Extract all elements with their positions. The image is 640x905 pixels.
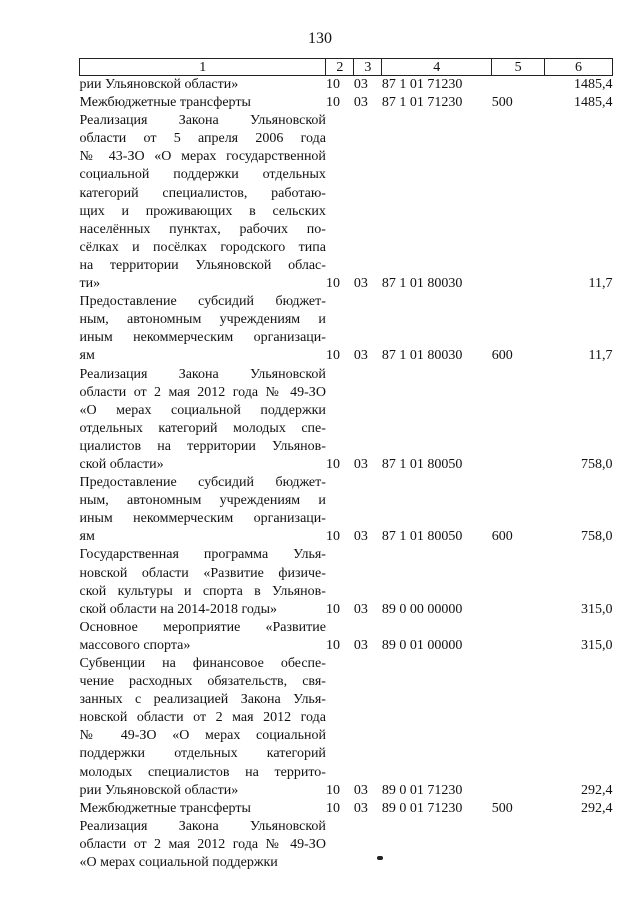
description-line: ской культуры и спорта в Ульянов- xyxy=(79,583,326,599)
amount: 758,0 xyxy=(581,456,613,472)
subsection-code: 03 xyxy=(353,800,368,816)
description-line: № 43-ЗО «О мерах государственной xyxy=(79,149,326,165)
description-line: населённых пунктах, рабочих по- xyxy=(79,221,326,237)
section-code: 10 xyxy=(325,601,340,617)
table-row xyxy=(80,76,613,95)
subsection-code: 03 xyxy=(353,529,368,545)
subsection-code: 03 xyxy=(353,456,368,472)
expense-type-code: 600 xyxy=(491,529,513,545)
expense-type-code xyxy=(492,655,545,800)
description-line: Межбюджетные трансферты xyxy=(79,800,251,816)
description-line: Предоставление субсидий бюджет- xyxy=(79,475,326,491)
expense-type-code xyxy=(492,619,545,655)
description-line: Реализация Закона Ульяновской xyxy=(79,366,326,382)
row-description xyxy=(80,474,326,546)
subsection-code: 03 xyxy=(353,77,368,92)
header-col-1: 1 xyxy=(80,59,326,76)
table-row xyxy=(80,366,613,475)
subsection-code: 03 xyxy=(353,95,368,111)
subsection-code: 03 xyxy=(353,782,368,798)
description-line: молодых специалистов на террито- xyxy=(79,764,326,780)
table-row xyxy=(80,293,613,365)
description-line: Субвенции на финансовое обеспе- xyxy=(79,656,326,671)
table-row xyxy=(80,112,613,293)
header-col-4: 4 xyxy=(382,59,492,76)
header-col-5: 5 xyxy=(492,59,545,76)
table-row xyxy=(80,655,613,800)
row-description xyxy=(80,655,326,800)
row-description xyxy=(80,293,326,365)
row-description xyxy=(80,112,326,293)
target-article-code: 89 0 01 00000 xyxy=(381,637,463,653)
description-line: «О мерах социальной поддержки xyxy=(79,402,326,418)
section-code: 10 xyxy=(325,782,340,798)
budget-table xyxy=(79,58,613,872)
section-code xyxy=(326,818,354,872)
expense-type-code xyxy=(492,76,545,95)
page-number: 130 xyxy=(308,30,332,47)
description-line: области от 2 мая 2012 года № 49-ЗО xyxy=(79,384,326,400)
section-code: 10 xyxy=(325,456,340,472)
row-description xyxy=(80,94,326,112)
description-line: иным некоммерческим организаци- xyxy=(79,511,326,527)
description-line: отдельных категорий молодых спе- xyxy=(79,420,326,436)
subsection-code: 03 xyxy=(353,276,368,292)
amount: 292,4 xyxy=(581,782,613,798)
expense-type-code xyxy=(492,546,545,618)
description-line: ным, автономным учреждениям и xyxy=(79,312,326,328)
amount: 315,0 xyxy=(581,601,613,617)
amount: 315,0 xyxy=(581,637,613,653)
section-code: 10 xyxy=(325,529,340,545)
description-line: Государственная программа Улья- xyxy=(79,547,326,563)
expense-type-code: 600 xyxy=(491,348,513,364)
description-line: иным некоммерческим организаци- xyxy=(79,330,326,346)
amount xyxy=(545,818,613,872)
section-code: 10 xyxy=(325,77,340,92)
description-line: массового спорта» xyxy=(79,637,191,653)
header-col-2: 2 xyxy=(326,59,354,76)
target-article-code: 87 1 01 80050 xyxy=(381,456,463,472)
target-article-code: 89 0 01 71230 xyxy=(381,782,463,798)
amount: 1485,4 xyxy=(574,95,613,111)
section-code: 10 xyxy=(325,95,340,111)
section-code: 10 xyxy=(325,348,340,364)
table-header-row xyxy=(80,59,613,76)
row-description xyxy=(80,546,326,618)
description-line: рии Ульяновской области» xyxy=(79,782,239,798)
table-row xyxy=(80,800,613,818)
description-line: рии Ульяновской области» xyxy=(79,77,239,92)
target-article-code: 87 1 01 71230 xyxy=(381,77,463,92)
row-description xyxy=(80,76,326,95)
subsection-code: 03 xyxy=(353,601,368,617)
description-line: ным, автономным учреждениям и xyxy=(79,493,326,509)
target-article-code: 87 1 01 80030 xyxy=(381,348,463,364)
description-line: Межбюджетные трансферты xyxy=(79,95,251,111)
amount: 1485,4 xyxy=(574,77,613,92)
expense-type-code xyxy=(492,366,545,475)
scan-mark xyxy=(377,856,383,860)
description-line: Реализация Закона Ульяновской xyxy=(79,818,326,834)
description-line: социальной поддержки отдельных xyxy=(79,167,326,183)
amount: 758,0 xyxy=(581,529,613,545)
table-row xyxy=(80,94,613,112)
row-description xyxy=(80,818,326,872)
expense-type-code: 500 xyxy=(491,95,513,111)
description-line: ям xyxy=(79,348,95,364)
description-line: сёлках и посёлках городского типа xyxy=(79,239,326,255)
target-article-code xyxy=(382,818,492,872)
description-line: поддержки отдельных категорий xyxy=(79,746,326,762)
description-line: занных с реализацией Закона Улья- xyxy=(79,692,326,708)
description-line: ти» xyxy=(79,276,101,292)
row-description xyxy=(80,366,326,475)
description-line: ям xyxy=(79,529,95,545)
target-article-code: 87 1 01 80030 xyxy=(381,276,463,292)
expense-type-code xyxy=(492,818,545,872)
description-line: «О мерах социальной поддержки xyxy=(79,855,278,871)
target-article-code: 89 0 00 00000 xyxy=(381,601,463,617)
description-line: щих и проживающих в сельских xyxy=(79,203,326,219)
table-row xyxy=(80,474,613,546)
row-description xyxy=(80,800,326,818)
header-col-6: 6 xyxy=(545,59,613,76)
description-line: Основное мероприятие «Развитие xyxy=(79,619,326,635)
row-description xyxy=(80,619,326,655)
description-line: новской области «Развитие физиче- xyxy=(79,565,326,581)
table-row xyxy=(80,818,613,872)
description-line: ской области на 2014-2018 годы» xyxy=(79,601,277,617)
target-article-code: 89 0 01 71230 xyxy=(381,800,463,816)
amount: 11,7 xyxy=(588,348,613,364)
description-line: № 49-ЗО «О мерах социальной xyxy=(79,728,326,744)
expense-type-code xyxy=(492,112,545,293)
description-line: области от 5 апреля 2006 года xyxy=(79,131,326,147)
description-line: категорий специалистов, работаю- xyxy=(79,185,326,201)
description-line: Предоставление субсидий бюджет- xyxy=(79,294,326,310)
description-line: области от 2 мая 2012 года № 49-ЗО xyxy=(79,836,326,852)
description-line: циалистов на территории Ульянов- xyxy=(79,438,326,454)
subsection-code: 03 xyxy=(353,348,368,364)
table-row xyxy=(80,619,613,655)
description-line: на территории Ульяновской облас- xyxy=(79,257,326,273)
subsection-code: 03 xyxy=(353,637,368,653)
subsection-code xyxy=(354,818,382,872)
amount: 292,4 xyxy=(581,800,613,816)
section-code: 10 xyxy=(325,800,340,816)
amount: 11,7 xyxy=(588,276,613,292)
header-col-3: 3 xyxy=(354,59,382,76)
section-code: 10 xyxy=(325,276,340,292)
description-line: чение расходных обязательств, свя- xyxy=(79,674,326,690)
description-line: ской области» xyxy=(79,456,164,472)
expense-type-code: 500 xyxy=(491,800,513,816)
table-row xyxy=(80,546,613,618)
description-line: Реализация Закона Ульяновской xyxy=(79,113,326,129)
target-article-code: 87 1 01 71230 xyxy=(381,95,463,111)
target-article-code: 87 1 01 80050 xyxy=(381,529,463,545)
section-code: 10 xyxy=(325,637,340,653)
description-line: новской области от 2 мая 2012 года xyxy=(79,710,326,726)
